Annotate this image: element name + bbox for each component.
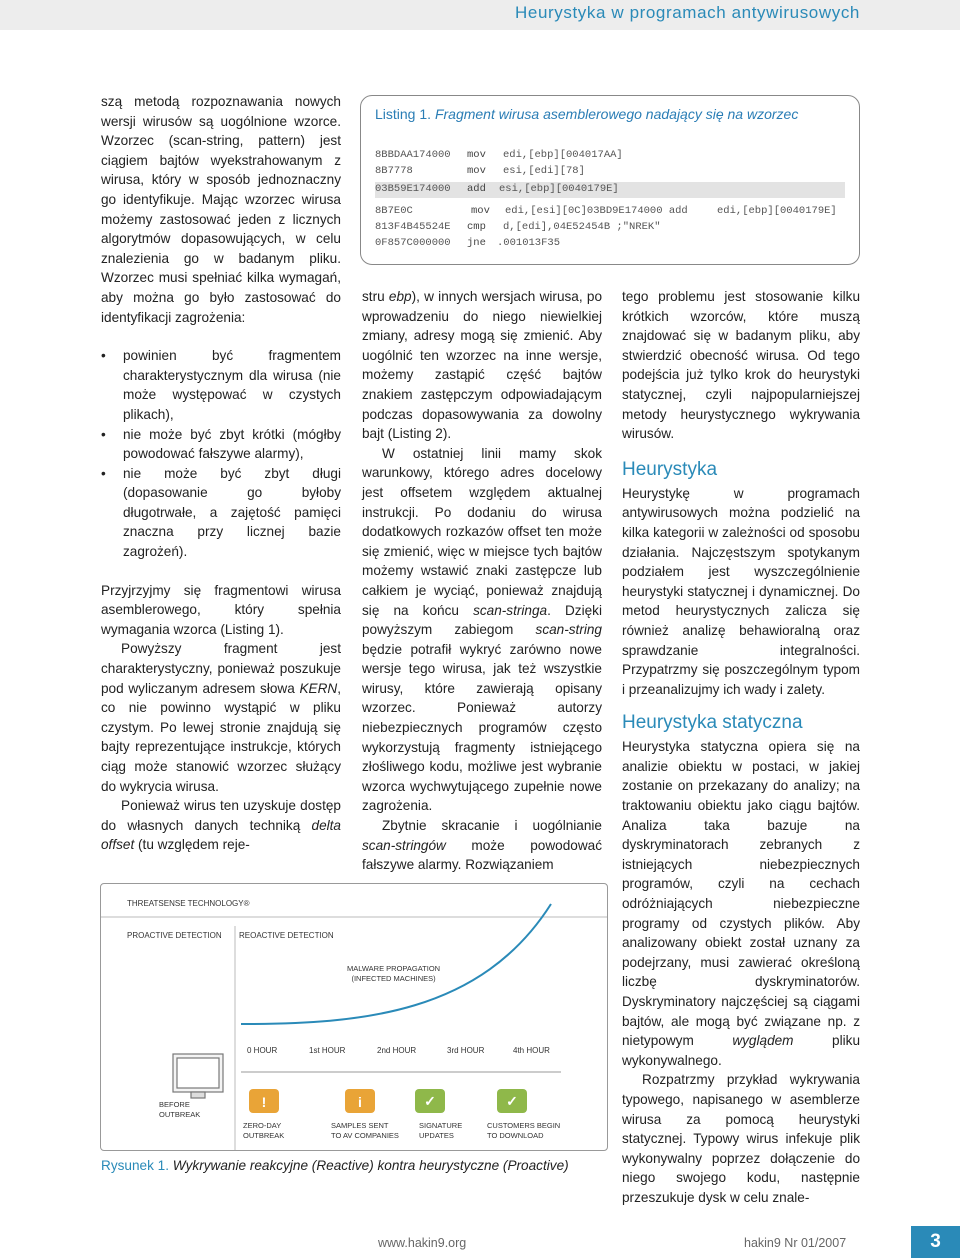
list-item: • powinien być fragmentem charakterystycznym dla wirusa (nie może występować w czystych plikach), — [101, 346, 341, 424]
customers-label: CUSTOMERS BEGIN TO DOWNLOAD — [487, 1121, 561, 1140]
hour-label: 0 HOUR — [247, 1046, 278, 1055]
column-1 — [101, 92, 341, 855]
col1-paragraph-1: szą metodą rozpoznawania nowych wersji wirusów są uogólnione wzorce. Wzorzec (scan-string, pattern) jest ciągiem bajtów wyekstrahowanym z wirusa, który w sposób jednoznaczny go identyfikuje. Mając wzorzec wirusa możemy zastosować jeden z licznych algorytmów dopasowujących, w celu znalezienia go w badanym pliku. Wzorzec musi spełniać kilka wymagań, aby można go było zastosować do identyfikacji zagrożenia: — [101, 94, 341, 325]
section-heading-heurystyka: Heurystyka — [622, 458, 718, 480]
code-line: 8BBDAA174000 mov edi,[ebp][004017AA] — [375, 149, 623, 161]
before-outbreak-label: BEFORE OUTBREAK — [159, 1100, 201, 1119]
monitor-icon — [173, 1054, 223, 1098]
list-item: • nie może być zbyt krótki (mógłby powodować fałszywe alarmy), — [101, 425, 341, 464]
col2-paragraph-2: W ostatniej linii mamy skok warunkowy, którego adres docelowy jest offsetem względem aktualnej instrukcji. Po dodaniu do wirusa dodatkowych rozkazów offset ten może się zmienić, więc w miejsce tych bajtów możemy wstawić znaki zastępcze lub całkiem je wyciąć, ponieważ znajdują się na końcu scan-stringa. Dzięki powyższym zabiegom scan-string będzie potrafił wykryć zarówno nowe wersje tego wirusa, jak też wszystkie wirusy, które zawierają opisany wzorzec. Ponieważ autorzy niebezpiecznych programów często wykorzystują fragmenty istniejącego złośliwego kodu, możliwe jest wybranie wzorca wychwytującego zupełnie nowe zagrożenia. — [362, 445, 602, 814]
col1-paragraph-4: Ponieważ wirus ten uzyskuje dostęp do własnych danych techniką delta offset (tu względem reje- — [101, 798, 341, 853]
samples-label: SAMPLES SENT TO AV COMPANIES — [331, 1121, 399, 1140]
hour-label: 3rd HOUR — [447, 1046, 485, 1055]
hour-label: 4th HOUR — [513, 1046, 550, 1055]
list-item: • nie może być zbyt długi (dopasowanie go byłoby długotrwałe, a zajętość pamięci znaczna przy licznej bazie zagrożeń). — [101, 464, 341, 562]
col2-paragraph-1: stru ebp), w innych wersjach wirusa, po wprowadzeniu do niego niewielkiej zmiany, adresy mogą się zmienić. Aby uogólnić ten wzorzec na inne wersje, możemy zastąpić część bajtów znakiem zastępczym odpowiadającym podczas dopasowywania za dowolny bajt (Listing 2). — [362, 289, 603, 442]
column-2 — [362, 287, 602, 875]
code-block — [375, 148, 837, 249]
footer-url: www.hakin9.org — [378, 1236, 467, 1250]
proactive-label: PROACTIVE DETECTION — [127, 931, 222, 940]
listing-title: Listing 1. Fragment wirusa asemblerowego nadający się na wzorzec — [375, 106, 799, 122]
col3-paragraph-1: tego problemu jest stosowanie kilku krótkich wzorców, które muszą znajdować się w badanym pliku, aby stwierdzić obecność wirusa. Od tego podejścia już tylko krok do heurystyki statycznej, czyli najpopularniejszej metody heurystycznego wykrywania wirusów. — [622, 289, 860, 442]
zero-day-label: ZERO-DAY OUTBREAK — [243, 1121, 285, 1140]
section-heading-heurystyka-statyczna: Heurystyka statyczna — [622, 712, 803, 734]
malware-label: MALWARE PROPAGATION (INFECTED MACHINES) — [347, 964, 441, 983]
running-header — [0, 0, 960, 30]
hour-label: 1st HOUR — [309, 1046, 346, 1055]
code-line: 03B59E174000 add esi,[ebp][0040179E] — [375, 182, 845, 198]
code-line: 8B7778 mov esi,[edi][78] — [375, 165, 585, 177]
col1-paragraph-3: Powyższy fragment jest charakterystyczny, ponieważ poszukuje pod wyliczanym adresem słowa KERN, co nie powinno wystąpić w pliku czystym. Po lewej stronie znajdują się bajty reprezentujące instrukcje, których ciąg może stanowić wzorzec służący do wykrycia wirusa. — [101, 641, 341, 794]
col3-paragraph-3: Heurystyka statyczna opiera się na analizie obiektu w postaci, w jakiej zostanie on przekazany do analizy; na traktowaniu obiektu jako ciągu bajtów. Analiza taka bazuje na dyskryminatorach zebranych z istniejących niebezpiecznych programów, czyli na cechach odróżniających niebezpieczne programy od czystych plików. Aby analizowany obiekt został uznany za podejrzany, musi zawierać określoną liczbę dyskryminatorów. Dyskryminatory najczęściej są ciągami bajtów, ale mogą być związane np. z nietypowym wyglądem pliku wykonywalnego. — [622, 739, 860, 1068]
col3-paragraph-2: Heurystykę w programach antywirusowych można podzielić na kilka kategorii w zależności od sposobu działania. Najczęstszym spotykanym podziałem jest wyszczególnienie heurystyki statycznej i dynamicznej. Do metod heurystycznych zalicza się również analizę behawioralną oraz sprawdzanie integralności. Przypatrzmy się poszczególnym typom i przeanalizujmy ich wady i zalety. — [622, 485, 860, 697]
figure-1-diagram — [100, 883, 608, 1151]
col1-paragraph-2: Przyjrzyjmy się fragmentowi wirusa asemblerowego, który spełnia wymagania wzorca (Listing 1). — [101, 582, 341, 637]
hour-label: 2nd HOUR — [377, 1046, 417, 1055]
svg-text:✓: ✓ — [506, 1093, 518, 1109]
listing-1-box — [360, 95, 860, 265]
reactive-label: REOACTIVE DETECTION — [239, 931, 334, 940]
requirements-list — [101, 346, 341, 562]
column-3 — [622, 287, 860, 1208]
col2-paragraph-3: Zbytnie skracanie i uogólnianie scan-stringów może powodować fałszywe alarmy. Rozwiązaniem — [362, 818, 602, 873]
footer-issue: hakin9 Nr 01/2007 — [744, 1236, 847, 1250]
figure-caption: Rysunek 1. Wykrywanie reakcyjne (Reactive) kontra heurystyczne (Proactive) — [101, 1158, 569, 1173]
svg-text:i: i — [358, 1094, 362, 1110]
svg-text:!: ! — [261, 1094, 267, 1110]
code-line: 8B7E0C mov edi,[esi][0C]03BD9E174000 add edi,[ebp][0040179E] — [375, 205, 837, 217]
page-number: 3 — [911, 1226, 960, 1258]
code-line: 0F857C000000 jne .001013F35 — [375, 237, 561, 249]
figure-brand: THREATSENSE TECHNOLOGY® — [127, 899, 250, 908]
signature-label: SIGNATURE UPDATES — [419, 1121, 463, 1140]
col3-paragraph-4: Rozpatrzmy przykład wykrywania typowego, napisanego w asemblerze wirusa za pomocą heurystyki statycznej. Typowy wirus infekuje plik wykonywalny poprzez dołączenie do niego swojego kodu, następnie przeszukuje dysk w celu znale- — [622, 1072, 860, 1205]
running-header-title: Heurystyka w programach antywirusowych — [515, 3, 860, 22]
code-line: 813F4B45524E cmp d,[edi],04E52454B ;"NREK" — [375, 221, 661, 233]
svg-text:✓: ✓ — [424, 1093, 436, 1109]
